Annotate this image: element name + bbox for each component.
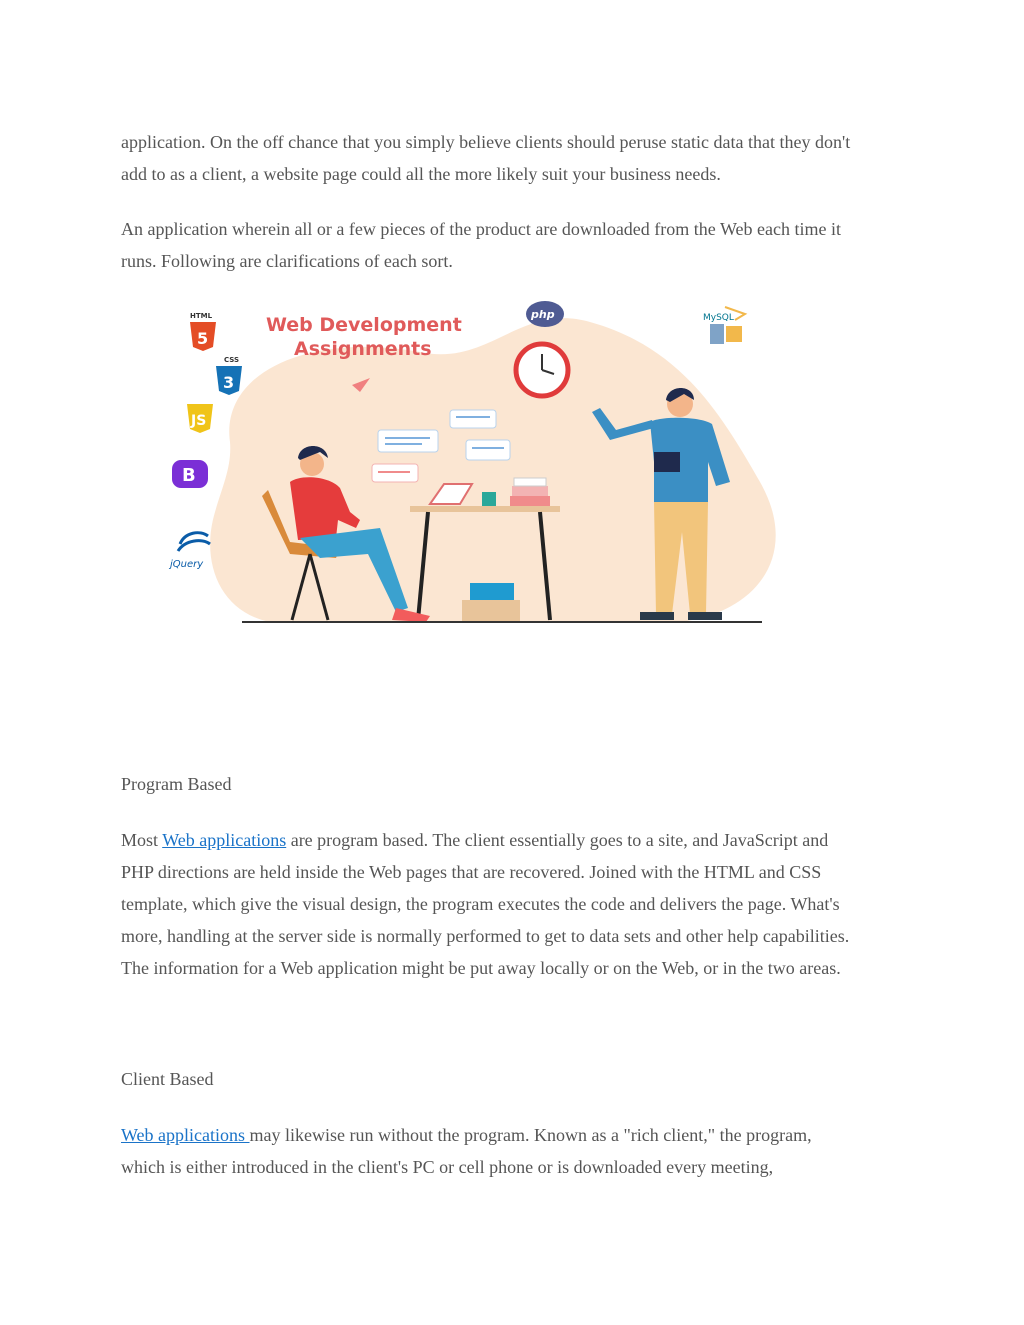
clock-icon	[516, 344, 568, 396]
php-icon	[526, 301, 564, 327]
web-applications-link[interactable]: Web applications	[162, 830, 287, 850]
svg-text:5: 5	[197, 329, 209, 348]
mysql-icon	[703, 307, 745, 344]
web-development-illustration	[160, 292, 780, 632]
web-applications-link-2[interactable]: Web applications	[121, 1125, 250, 1145]
definition-line-2: runs. Following are clarifications of each sort.	[121, 251, 453, 271]
program-based-line-3: template, which give the visual design, the program executes the code and delivers the page. What's	[121, 894, 840, 914]
svg-text:jQuery: jQuery	[170, 559, 204, 570]
client-based-heading: Client Based	[121, 1069, 214, 1089]
intro-line-1: application. On the off chance that you simply believe clients should peruse static data that they don't	[121, 132, 851, 152]
definition-line-1: An application wherein all or a few pieces of the product are downloaded from the Web each time it	[121, 219, 841, 239]
definition-paragraph	[121, 213, 921, 277]
program-based-line-2: PHP directions are held inside the Web pages that are recovered. Joined with the HTML and CSS	[121, 862, 822, 882]
svg-text:CSS: CSS	[224, 356, 240, 364]
illustration-title-line-1: Web Development	[266, 314, 462, 336]
illustration-title-line-2: Assignments	[294, 338, 432, 360]
intro-line-2: add to as a client, a website page could all the more likely suit your business needs.	[121, 164, 721, 184]
svg-text:B: B	[182, 465, 196, 486]
jquery-icon	[168, 533, 210, 570]
program-based-heading: Program Based	[121, 774, 232, 794]
bootstrap-icon	[172, 460, 208, 488]
program-based-paragraph	[121, 824, 921, 984]
program-based-line-4: more, handling at the server side is normally performed to get to data sets and other help capabilities.	[121, 926, 850, 946]
svg-text:3: 3	[223, 373, 235, 392]
client-based-line-2: which is either introduced in the client's PC or cell phone or is downloaded every meeting,	[121, 1157, 774, 1177]
svg-text:JS: JS	[191, 413, 207, 429]
program-based-line-1-suffix: are program based. The client essentially goes to a site, and JavaScript and	[286, 830, 829, 850]
css3-icon	[216, 356, 242, 395]
html5-icon	[190, 312, 216, 351]
svg-text:HTML: HTML	[190, 312, 213, 320]
storage-boxes	[462, 583, 520, 622]
client-based-line-1-suffix: may likewise run without the program. Known as a "rich client," the program,	[249, 1125, 812, 1145]
svg-text:php: php	[531, 308, 555, 321]
svg-text:MySQL: MySQL	[703, 313, 734, 323]
intro-paragraph	[121, 126, 921, 190]
client-based-paragraph	[121, 1119, 921, 1183]
program-based-line-5: The information for a Web application might be put away locally or on the Web, or in the two areas.	[121, 958, 841, 978]
program-based-line-1-prefix: Most	[121, 830, 163, 850]
javascript-icon	[187, 404, 213, 433]
